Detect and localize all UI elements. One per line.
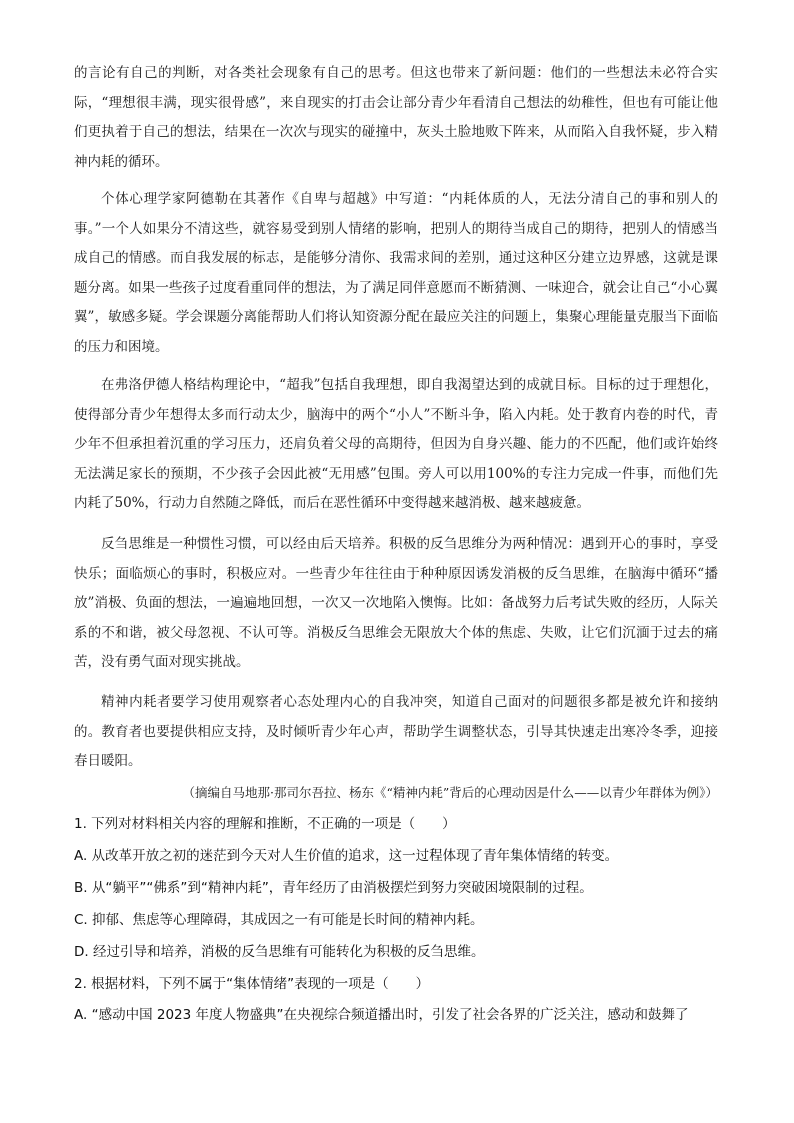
- passage-paragraph-4: 反刍思维是一种惯性习惯，可以经由后天培养。积极的反刍思维分为两种情况：遇到开心的事时，享受快乐；面临烦心的事时，积极应对。一些青少年往往由于种种原因诱发消极的反刍思维，在脑海中循环“播放”消极、负面的想法，一遍遍地回想，一次又一次地陷入懊悔。比如：备战努力后考试失败的经历，人际关系的不和谐，被父母忽视、不认可等。消极反刍思维会无限放大个体的焦虑、失败，让它们沉湎于过去的痛苦，没有勇气面对现实挑战。: [74, 536, 718, 671]
- question-1-stem: 1. 下列对材料相关内容的理解和推断，不正确的一项是（ ）: [74, 816, 456, 832]
- question-1-option-d: D. 经过引导和培养，消极的反刍思维有可能转化为积极的反刍思维。: [74, 944, 485, 960]
- question-1-option-b: B. 从“躺平”“佛系”到“精神内耗”，青年经历了由消极摆烂到努力突破困境限制的过程。: [74, 880, 593, 896]
- question-2-option-a: A. “感动中国 2023 年度人物盛典”在央视综合频道播出时，引发了社会各界的广泛关注，感动和鼓舞了: [74, 1007, 689, 1023]
- question-1-option-c: C. 抑郁、焦虑等心理障碍，其成因之一有可能是长时间的精神内耗。: [74, 912, 484, 928]
- question-2-stem: 2. 根据材料，下列不属于“集体情绪”表现的一项是（ ）: [74, 976, 430, 992]
- source-citation: （摘编自马地那·那司尔吾拉、杨东《“精神内耗”背后的心理动因是什么——以青少年群体为例》）: [182, 785, 718, 800]
- passage-paragraph-1: 的言论有自己的判断，对各类社会现象有自己的思考。但这也带来了新问题：他们的一些想法未必符合实际，“理想很丰满，现实很骨感”，来自现实的打击会让部分青少年看清自己想法的幼稚性，但也有可能让他们更执着于自己的想法，结果在一次次与现实的碰撞中，灰头土脸地败下阵来，从而陷入自我怀疑，步入精神内耗的循环。: [74, 65, 718, 170]
- passage-paragraph-5: 精神内耗者要学习使用观察者心态处理内心的自我冲突，知道自己面对的问题很多都是被允许和接纳的。教育者也要提供相应支持，及时倾听青少年心声，帮助学生调整状态，引导其快速走出寒冷冬季，迎接春日暖阳。: [74, 694, 718, 770]
- passage-paragraph-3: 在弗洛伊德人格结构理论中，“超我”包括自我理想，即自我渴望达到的成就目标。目标的过于理想化，使得部分青少年想得太多而行动太少，脑海中的两个“小人”不断斗争，陷入内耗。处于教育内卷的时代，青少年不但承担着沉重的学习压力，还肩负着父母的高期待，但因为自身兴趣、能力的不匹配，他们或许始终无法满足家长的预期，不少孩子会因此被“无用感”包围。旁人可以用100%的专注力完成一件事，而他们先内耗了50%，行动力自然随之降低，而后在恶性循环中变得越来越消极、越来越疲惫。: [74, 377, 718, 512]
- passage-paragraph-2: 个体心理学家阿德勒在其著作《自卑与超越》中写道：“内耗体质的人，无法分清自己的事和别人的事。”一个人如果分不清这些，就容易受到别人情绪的影响，把别人的期待当成自己的期待，把别人的情感当成自己的情感。而自我发展的标志，是能够分清你、我需求间的差别，通过这种区分建立边界感，这就是课题分离。如果一些孩子过度看重同伴的想法，为了满足同伴意愿而不断猜测、一味迎合，就会让自己“小心翼翼”，敏感多疑。学会课题分离能帮助人们将认知资源分配在最应关注的问题上，集聚心理能量克服当下面临的压力和困境。: [74, 191, 718, 355]
- question-1-option-a: A. 从改革开放之初的迷茫到今天对人生价值的追求，这一过程体现了青年集体情绪的转变。: [74, 848, 619, 864]
